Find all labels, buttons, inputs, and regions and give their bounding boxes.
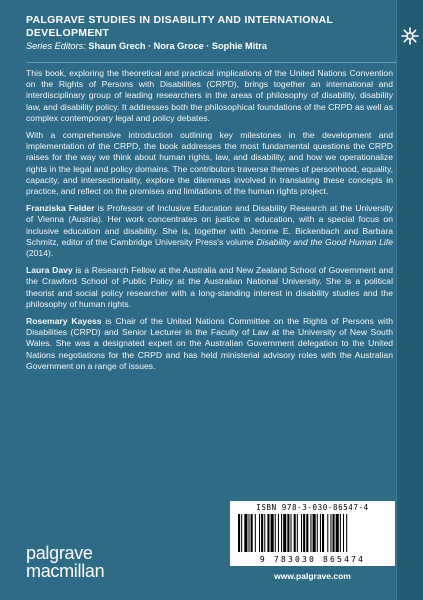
blurb <box>26 68 393 378</box>
publisher-website: www.palgrave.com <box>274 571 351 581</box>
header-divider <box>26 62 396 63</box>
series-editors <box>26 40 376 52</box>
series-editors-label: Series Editors: <box>26 41 86 51</box>
author-name: Laura Davy <box>26 265 73 276</box>
isbn-text: ISBN 978-3-030-86547-4 <box>256 503 369 512</box>
author-bio-felder: Franziska Felder is Professor of Inclusive Education and Disability Research at the University of Vienna (Austria). Her work concentrates on justice in education, with a special focus on inclusive education and disability. She is, together with Jerome E. Bickenbach and Barbara Schmitz, editor of the Cambridge University Press's volume Disability and the Good Human Life (2014). <box>26 203 393 259</box>
series-editors-names: Shaun Grech · Nora Groce · Sophie Mitra <box>88 41 267 51</box>
author-name: Franziska Felder <box>26 203 95 214</box>
barcode-bars-icon <box>238 514 388 552</box>
asterisk-logo-icon <box>400 26 420 46</box>
author-name: Rosemary Kayess <box>26 316 102 327</box>
publisher-logo <box>26 544 104 581</box>
publisher-line-1: palgrave <box>26 543 93 563</box>
series-header <box>26 14 376 52</box>
series-logo <box>396 22 423 49</box>
blurb-paragraph-1: This book, exploring the theoretical and practical implications of the United Nations Convention on the Rights of Persons with Disabilities (CRPD), brings together an international and interdisciplinary group of leading researchers in the areas of philosophy of disability, disability law, and disability policy. It addresses both the philosophical foundations of the CRPD as well as complex contemporary legal and policy debates. <box>26 68 393 123</box>
barcode <box>230 501 395 566</box>
author-bio-davy: Laura Davy is a Research Fellow at the Australia and New Zealand School of Government and the Crawford School of Public Policy at the Australian National University. She is a political theorist and social policy researcher with a long-standing interest in disability studies and the philosophy of human rights. <box>26 265 393 309</box>
spine <box>396 0 423 600</box>
blurb-paragraph-2: With a comprehensive introduction outlining key milestones in the development and implementation of the CRPD, the book addresses the most fundamental questions the CRPD raises for the way we think about human rights, law, and disability, and how we operationalize rights in the legal and policy domains. The contributors traverse themes of personhood, equality, capacity, and intersectionality, explore the dilemmas involved in translating these concepts in practice, and reflect on the promises and limitations of the human rights project. <box>26 130 393 197</box>
barcode-digits: 9 783030 865474 <box>259 555 366 564</box>
series-title: PALGRAVE STUDIES IN DISABILITY AND INTERNATIONAL DEVELOPMENT <box>26 14 334 39</box>
publisher-line-2: macmillan <box>26 561 105 581</box>
author-bio-kayess: Rosemary Kayess is Chair of the United Nations Committee on the Rights of Persons with Disabilities (CRPD) and Senior Lecturer in the Faculty of Law at the University of New South Wales. She was a designated expert on the Australian Government delegation to the United Nations negotiations for the CRPD and has held ministerial advisory roles with the Australian Government on a range of issues. <box>26 316 393 371</box>
book-title: Disability and the Good Human Life <box>256 236 393 247</box>
